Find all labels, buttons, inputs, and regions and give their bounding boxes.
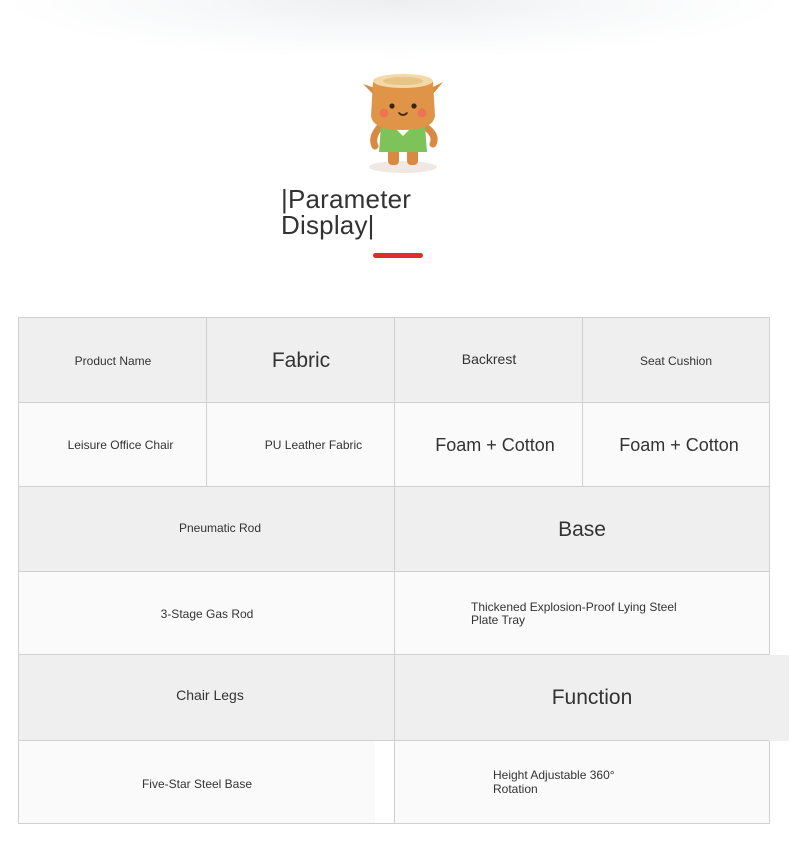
parameter-table: [18, 317, 770, 824]
cell-seat-cushion-value: Foam + Cotton: [583, 403, 769, 487]
cell-backrest-value: Foam + Cotton: [395, 403, 595, 487]
cell-function-value: Height Adjustable 360° Rotation: [395, 741, 769, 823]
wooden-stump-mascot-icon: [355, 68, 451, 176]
cell-product-name-value: Leisure Office Chair: [19, 403, 222, 487]
cell-chair-legs-value: Five-Star Steel Base: [19, 741, 375, 823]
column-divider: [582, 318, 583, 486]
top-shadow: [0, 0, 790, 60]
column-divider: [206, 318, 207, 486]
cell-function-label: Function: [395, 655, 789, 741]
cell-pneumatic-rod-value: 3-Stage Gas Rod: [19, 572, 395, 655]
cell-pneumatic-rod-label: Pneumatic Rod: [19, 487, 421, 572]
cell-fabric-label: Fabric: [207, 318, 395, 403]
title-line-2: Display|: [281, 210, 375, 240]
cell-fabric-value: PU Leather Fabric: [207, 403, 400, 487]
column-divider: [394, 318, 395, 823]
cell-base-label: Base: [395, 487, 769, 572]
title-underline: [373, 253, 423, 258]
cell-seat-cushion-label: Seat Cushion: [583, 318, 769, 403]
cell-product-name-label: Product Name: [19, 318, 207, 403]
title-line-1: |Parameter: [281, 184, 412, 214]
page-title: [281, 186, 411, 238]
cell-chair-legs-label: Chair Legs: [19, 655, 401, 741]
cell-backrest-label: Backrest: [395, 318, 583, 403]
cell-base-value: Thickened Explosion-Proof Lying Steel Plate Tray: [395, 572, 769, 655]
